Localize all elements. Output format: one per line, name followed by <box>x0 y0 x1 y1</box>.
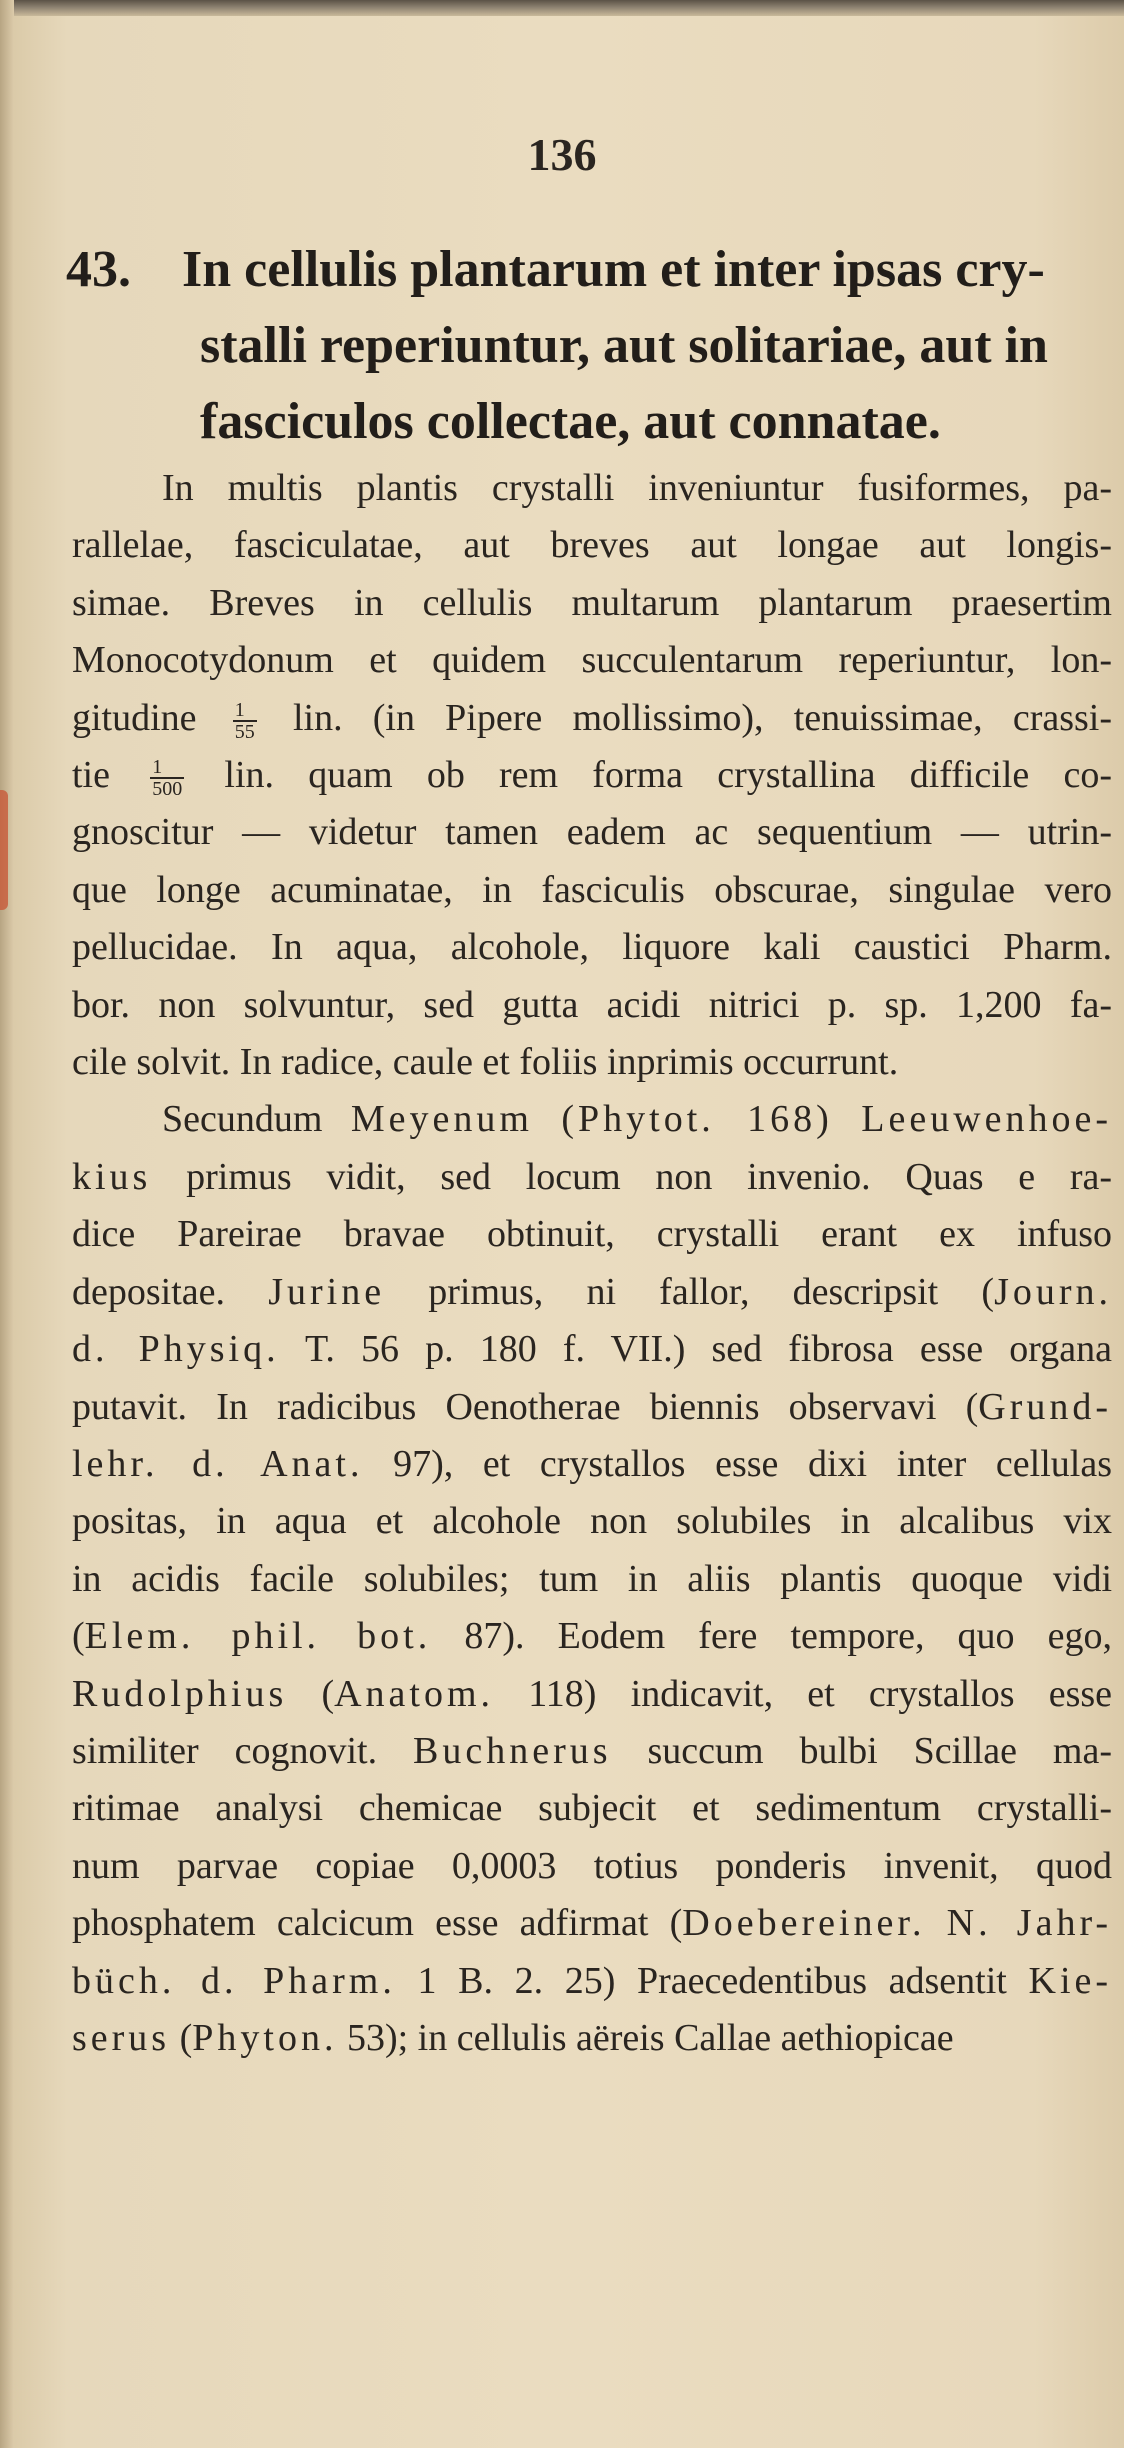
text-segment: similiter cognovit. <box>72 1729 378 1772</box>
text-segment: 87). Eodem fere tempore, quo ego, <box>464 1615 1113 1658</box>
spaced-name: kius <box>72 1155 152 1198</box>
fraction-denominator: 500 <box>152 778 183 801</box>
body-text <box>72 460 1112 2067</box>
text-line: rallelae, fasciculatae, aut breves aut longae aut longis- <box>72 524 1112 567</box>
text-line <box>72 1436 1112 1493</box>
text-segment: tie <box>72 754 110 797</box>
heading-text-1: In cellulis plantarum et inter ipsas cry- <box>182 241 1045 298</box>
spaced-citation: lehr. d. Anat. <box>72 1442 364 1485</box>
spaced-name: Rudolphius <box>72 1672 288 1715</box>
text-line <box>72 1953 1112 2010</box>
text-segment: ( <box>179 2016 193 2059</box>
text-line: ritimae analysi chemicae subjecit et sedimentum crystalli- <box>72 1787 1112 1830</box>
text-line <box>72 1895 1112 1952</box>
text-line: pellucidae. In aqua, alcohole, liquore kali caustici Pharm. <box>72 926 1112 969</box>
spaced-citation: Journ. <box>994 1270 1113 1313</box>
margin-stain <box>0 790 8 910</box>
text-line <box>72 1666 1112 1723</box>
text-segment: primus, ni fallor, descripsit ( <box>428 1270 995 1313</box>
spaced-citation: Anatom. <box>334 1672 495 1715</box>
fraction-denominator: 55 <box>234 720 255 743</box>
text-line: In multis plantis crystalli inveniuntur fusiformes, pa- <box>162 467 1112 509</box>
spaced-citation: (Phytot. 168) <box>561 1098 833 1141</box>
text-line: in acidis facile solubiles; tum in aliis plantis quoque vidi <box>72 1557 1112 1600</box>
text-segment: ( <box>72 1615 85 1658</box>
heading-line-1 <box>66 232 1116 308</box>
text-segment: ( <box>321 1672 335 1715</box>
text-segment: depositae. <box>72 1270 226 1313</box>
fraction-one-five-hundredth <box>150 757 184 799</box>
page-left-edge <box>0 0 14 2448</box>
text-segment: 97), et crystallos esse dixi inter cellulas <box>393 1442 1112 1485</box>
spaced-name: Buchnerus <box>413 1729 612 1772</box>
text-segment: putavit. In radicibus Oenotherae biennis observavi ( <box>72 1385 979 1428</box>
text-segment: 118) indicavit, et crystallos esse <box>528 1672 1113 1715</box>
text-segment: T. 56 p. 180 f. VII.) sed fibrosa esse organa <box>305 1328 1112 1371</box>
spaced-citation: Elem. phil. bot. <box>84 1615 432 1658</box>
section-number: 43. <box>66 241 131 298</box>
fraction-numerator: 1 <box>150 757 184 779</box>
spaced-citation: N. Jahr- <box>946 1902 1113 1945</box>
text-line <box>72 2010 1112 2067</box>
text-line: simae. Breves in cellulis multarum plantarum praesertim <box>72 581 1112 624</box>
fraction-numerator: 1 <box>233 700 257 722</box>
section-heading <box>66 232 1116 460</box>
text-segment: primus vidit, sed locum non invenio. Quas e ra- <box>186 1155 1112 1198</box>
text-segment: succum bulbi Scillae ma- <box>647 1729 1113 1772</box>
text-segment: lin. quam ob rem forma crystallina difficile co- <box>224 754 1113 797</box>
text-segment: lin. (in Pipere mollissimo), tenuissimae, crassi- <box>292 696 1113 739</box>
text-line: num parvae copiae 0,0003 totius ponderis invenit, quod <box>72 1844 1112 1887</box>
text-line <box>72 690 1112 747</box>
text-line: positas, in aqua et alcohole non solubiles in alcalibus vix <box>72 1500 1112 1543</box>
text-line <box>72 1149 1112 1206</box>
spaced-citation: Doebereiner. <box>682 1902 926 1945</box>
text-segment: Secundum <box>162 1098 323 1141</box>
spaced-citation: Grund- <box>978 1385 1112 1428</box>
text-line <box>72 1091 1112 1148</box>
spaced-citation: büch. d. Pharm. <box>72 1959 396 2002</box>
text-segment: 53); in cellulis aëreis Callae aethiopicae <box>346 2016 954 2059</box>
spaced-name: Kie- <box>1028 1959 1113 2002</box>
heading-line-3: fasciculos collectae, aut connatae. <box>200 393 941 450</box>
spaced-name: Leeuwenhoe- <box>861 1098 1113 1141</box>
spaced-name: Meyenum <box>350 1098 533 1141</box>
text-line: Monocotydonum et quidem succulentarum reperiuntur, lon- <box>72 639 1112 682</box>
text-line: cile solvit. In radice, caule et foliis inprimis occurrunt. <box>72 1041 899 1084</box>
text-segment: phosphatem calcicum esse adfirmat ( <box>72 1902 683 1945</box>
text-line: que longe acuminatae, in fasciculis obscurae, singulae vero <box>72 868 1112 911</box>
text-line: dice Pareirae bravae obtinuit, crystalli erant ex infuso <box>72 1213 1112 1256</box>
page-number: 136 <box>527 129 597 180</box>
text-line <box>72 1264 1112 1321</box>
text-line: bor. non solvuntur, sed gutta acidi nitrici p. sp. 1,200 fa- <box>72 983 1112 1026</box>
spaced-citation: Phyton. <box>192 2016 338 2059</box>
text-line <box>72 1723 1112 1780</box>
text-segment: gitudine <box>72 696 197 739</box>
text-line <box>72 1608 1112 1665</box>
text-line <box>72 1379 1112 1436</box>
fraction-one-fifty-fifth <box>233 700 257 742</box>
text-line: gnoscitur — videtur tamen eadem ac sequentium — utrin- <box>72 811 1112 854</box>
text-line <box>72 1321 1112 1378</box>
spaced-citation: d. Physiq. <box>72 1328 280 1371</box>
text-segment: 1 B. 2. 25) Praecedentibus adsentit <box>417 1959 1007 2002</box>
text-line <box>72 747 1112 804</box>
heading-line-2: stalli reperiuntur, aut solitariae, aut in <box>200 317 1048 374</box>
spaced-name: serus <box>72 2016 171 2059</box>
page-top-edge <box>0 0 1124 16</box>
spaced-name: Jurine <box>268 1270 386 1313</box>
